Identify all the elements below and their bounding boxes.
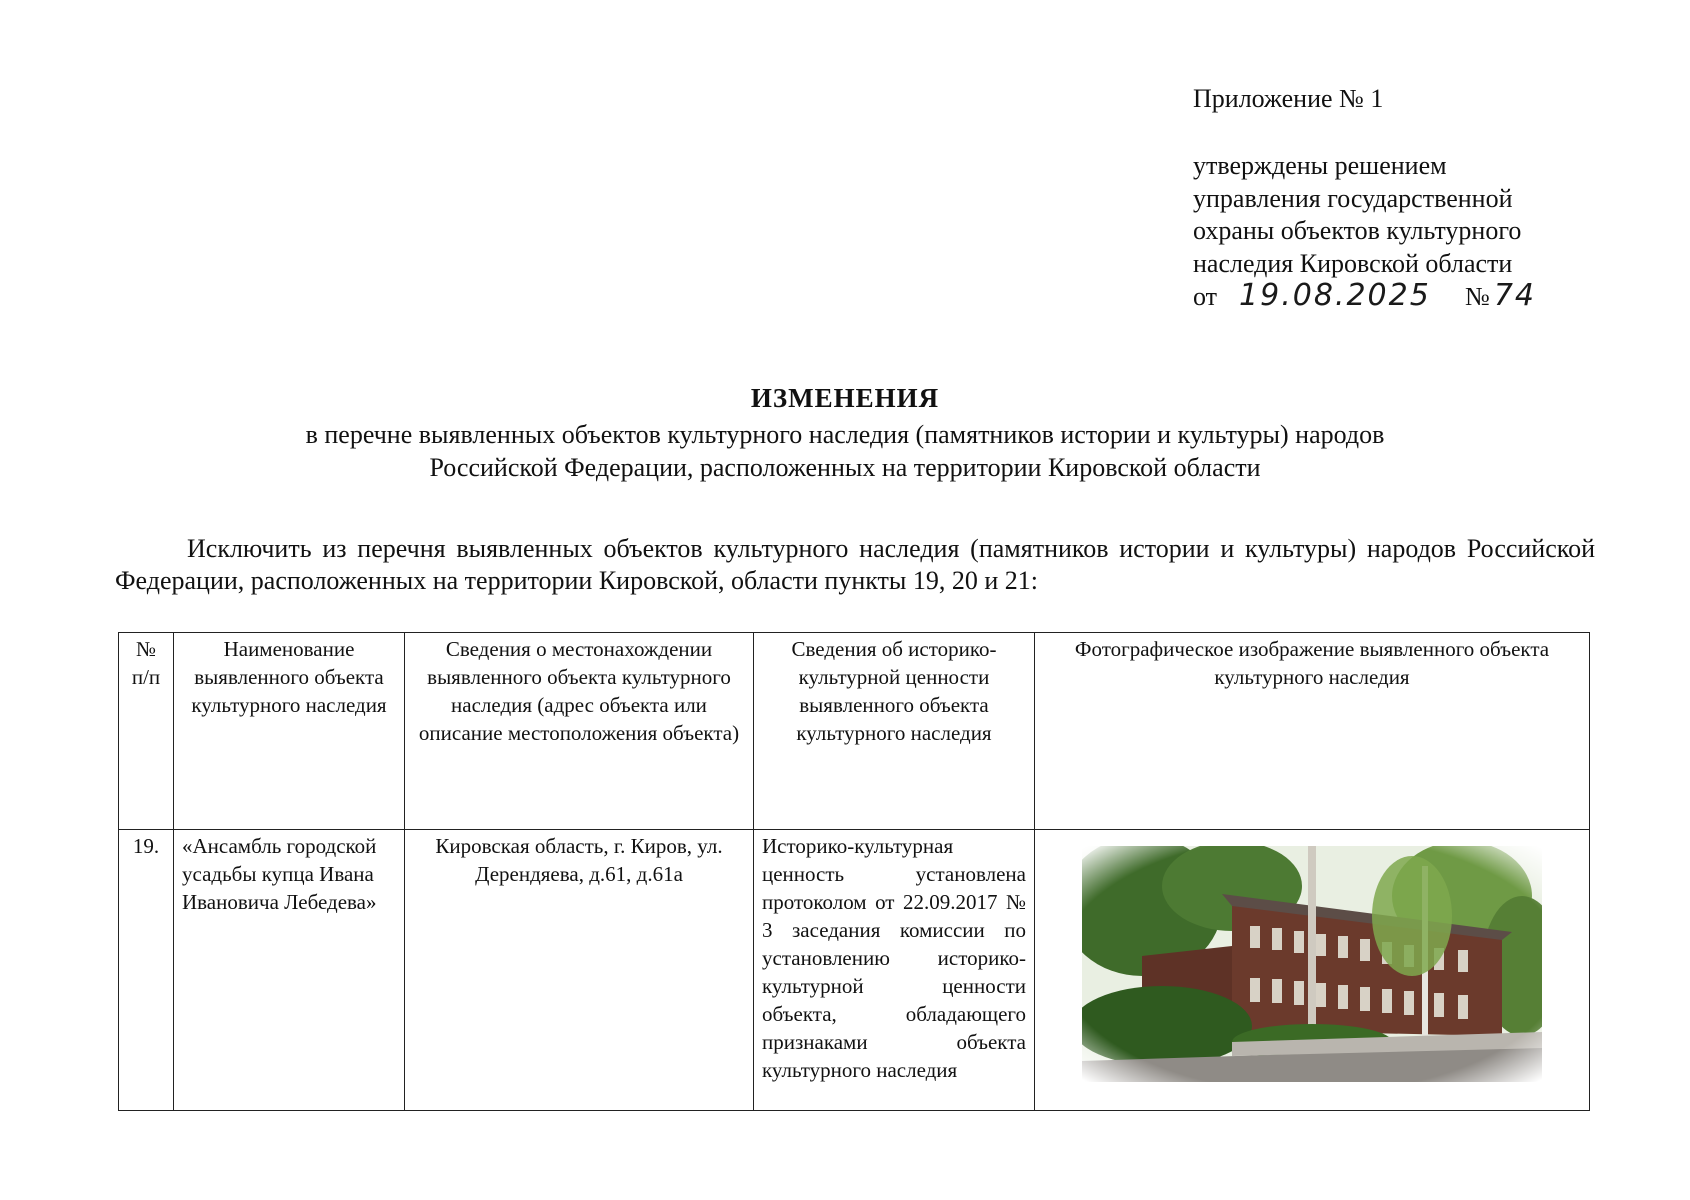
intro-paragraph [115,533,1595,597]
subtitle-line: в перечне выявленных объектов культурного наследия (памятников истории и культуры) народов [305,420,1385,449]
decision-date-line [1193,280,1653,314]
date-prefix: от [1193,282,1218,311]
row-name: «Ансамбль городской усадьбы купца Ивана Ивановича Лебедева» [174,830,405,1111]
document-subtitle [0,418,1690,484]
handwritten-number: 74 [1493,278,1537,313]
row-value: Историко-культурная ценность установлена протоколом от 22.09.2017 № 3 заседания комиссии по установлению историко-культурной ценности объекта, обладающего признаками объекта культурного наследия [754,830,1035,1111]
number-prefix: № [1465,282,1490,311]
approval-line: наследия Кировской области [1193,248,1513,278]
header-value: Сведения об историко-культурной ценности выявленного объекта культурного наследия [754,633,1035,830]
header-number: № п/п [119,633,174,830]
header-location: Сведения о местонахождении выявленного объекта культурного наследия (адрес объекта или описание местоположения объекта) [405,633,754,830]
header-name: Наименование выявленного объекта культурного наследия [174,633,405,830]
table-row [119,830,1590,1111]
approval-block [1193,150,1653,314]
row-photo-cell [1035,830,1590,1111]
objects-table [118,632,1590,1111]
header-photo: Фотографическое изображение выявленного объекта культурного наследия [1035,633,1590,830]
subtitle-line: Российской Федерации, расположенных на территории Кировской области [429,453,1261,482]
building-photo [1082,846,1542,1082]
table-header-row [119,633,1590,830]
approval-line: управления государственной [1193,183,1513,213]
appendix-label: Приложение № 1 [1193,84,1384,113]
intro-text: Исключить из перечня выявленных объектов культурного наследия (памятников истории и культуры) народов Российской Федерации, расположенных на территории Кировской, области пункты 19, 20 и 21: [115,534,1595,595]
approval-line: утверждены решением [1193,151,1447,180]
row-location: Кировская область, г. Киров, ул. Дерендяева, д.61, д.61а [405,830,754,1111]
approval-line: охраны объектов культурного [1193,216,1522,245]
handwritten-date: 19.08.2025 [1239,278,1431,313]
row-number: 19. [119,830,174,1111]
document-title: ИЗМЕНЕНИЯ [750,383,940,413]
